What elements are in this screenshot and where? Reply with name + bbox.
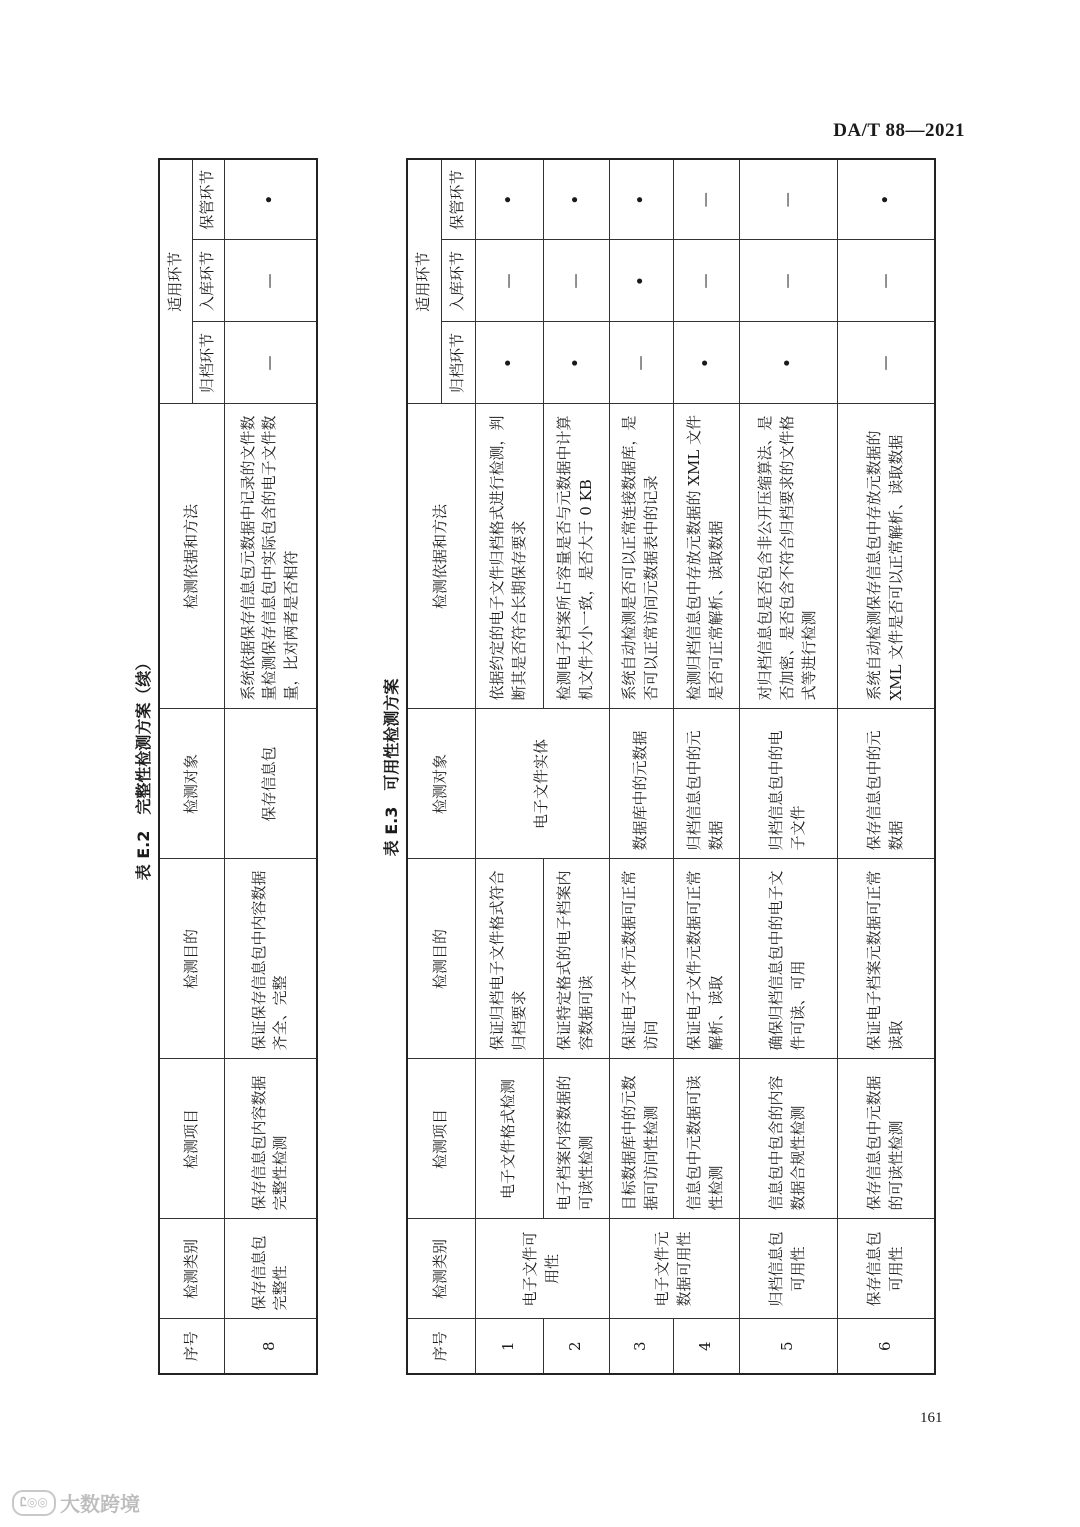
standard-code: DA/T 88—2021 (833, 120, 965, 141)
e3-object: 数据库中的元数据 (609, 709, 673, 859)
e2-header-archive: 归档环节 (192, 322, 224, 404)
e2-purpose: 保证保存信息包中内容数据齐全、完整 (224, 859, 317, 1059)
e3-header-item: 检测项目 (407, 1059, 475, 1219)
table-row (224, 159, 317, 1374)
table-e3 (406, 158, 936, 1375)
watermark (12, 1488, 140, 1517)
e3-archive-mark: — (837, 322, 935, 404)
table-row (739, 159, 837, 1374)
e3-object: 归档信息包中的电子文件 (739, 709, 837, 859)
e2-header-intake: 入库环节 (192, 240, 224, 322)
e3-intake-mark: • (609, 240, 673, 322)
e3-archive-mark: • (739, 322, 837, 404)
e3-header-purpose: 检测目的 (407, 859, 475, 1059)
e3-intake-mark: — (837, 240, 935, 322)
e2-method: 系统依据保存信息包元数据中记录的文件数量检测保存信息包中实际包含的电子文件数量，比对两者是否相符 (224, 404, 317, 709)
e3-preserve-mark: • (475, 159, 543, 240)
e3-archive-mark: — (609, 322, 673, 404)
table-e3-block (378, 160, 936, 1375)
e3-header-stages: 适用环节 (407, 159, 441, 404)
e3-intake-mark: — (475, 240, 543, 322)
page-number: 161 (920, 1410, 943, 1426)
e3-purpose: 保证归档电子文件格式符合归档要求 (475, 859, 543, 1059)
e3-header-category: 检测类别 (407, 1219, 475, 1319)
e3-purpose: 保证电子文件元数据可正常访问 (609, 859, 673, 1059)
e3-preserve-mark: — (673, 159, 739, 240)
table-e2-block (130, 160, 318, 1375)
e3-intake-mark: — (673, 240, 739, 322)
table-e2-caption: 表 E.2 完整性检测方案（续） (134, 654, 153, 881)
e3-method: 依据约定的电子文件归档格式进行检测，判断其是否符合长期保存要求 (475, 404, 543, 709)
e3-category: 电子文件元数据可用性 (609, 1219, 739, 1319)
e2-archive-mark: — (224, 322, 317, 404)
e3-header-archive: 归档环节 (441, 322, 475, 404)
e3-item: 电子档案内容数据的可读性检测 (543, 1059, 609, 1219)
e3-archive-mark: • (543, 322, 609, 404)
e3-archive-mark: • (673, 322, 739, 404)
table-e3-caption: 表 E.3 可用性检测方案 (382, 678, 401, 857)
e3-header-method: 检测依据和方法 (407, 404, 475, 709)
e2-header-purpose: 检测目的 (159, 859, 224, 1059)
e3-preserve-mark: • (543, 159, 609, 240)
e2-header-item: 检测项目 (159, 1059, 224, 1219)
e3-header-preserve: 保管环节 (441, 159, 475, 240)
e3-item: 电子文件格式检测 (475, 1059, 543, 1219)
e3-archive-mark: • (475, 322, 543, 404)
e3-purpose: 保证电子文件元数据可正常解析、读取 (673, 859, 739, 1059)
e3-intake-mark: — (739, 240, 837, 322)
e3-header-intake: 入库环节 (441, 240, 475, 322)
e3-seq: 4 (673, 1319, 739, 1374)
watermark-logo-icon: Ꮭ◎◎ (12, 1490, 56, 1516)
table-e2 (158, 158, 318, 1375)
e3-category: 归档信息包可用性 (739, 1219, 837, 1319)
table-row (475, 159, 543, 1374)
e3-item: 目标数据库中的元数据可访问性检测 (609, 1059, 673, 1219)
e3-category: 电子文件可用性 (475, 1219, 609, 1319)
e3-method: 系统自动检测保存信息包中存放元数据的 XML 文件是否可以正常解析、读取数据 (837, 404, 935, 709)
e2-item: 保存信息包内容数据完整性检测 (224, 1059, 317, 1219)
e3-object: 电子文件实体 (475, 709, 609, 859)
e2-object: 保存信息包 (224, 709, 317, 859)
e3-category: 保存信息包可用性 (837, 1219, 935, 1319)
e3-intake-mark: — (543, 240, 609, 322)
e3-item: 信息包中元数据可读性检测 (673, 1059, 739, 1219)
e3-object: 归档信息包中的元数据 (673, 709, 739, 859)
e3-purpose: 确保归档信息包中的电子文件可读、可用 (739, 859, 837, 1059)
e2-header-stages: 适用环节 (159, 159, 192, 404)
e2-category: 保存信息包完整性 (224, 1219, 317, 1319)
e3-header-seq: 序号 (407, 1319, 475, 1374)
e3-seq: 2 (543, 1319, 609, 1374)
e2-header-seq: 序号 (159, 1319, 224, 1374)
e2-header-preserve: 保管环节 (192, 159, 224, 240)
e3-item: 保存信息包中元数据的可读性检测 (837, 1059, 935, 1219)
e3-preserve-mark: • (609, 159, 673, 240)
e2-seq: 8 (224, 1319, 317, 1374)
table-row (837, 159, 935, 1374)
e2-preserve-mark: • (224, 159, 317, 240)
watermark-text: 大数跨境 (60, 1492, 140, 1516)
e3-method: 对归档信息包是否包含非公开压缩算法、是否加密、是否包含不符合归档要求的文件格式等进行检测 (739, 404, 837, 709)
e3-purpose: 保证电子档案元数据可正常读取 (837, 859, 935, 1059)
e3-purpose: 保证特定格式的电子档案内容数据可读 (543, 859, 609, 1059)
e3-method: 检测归档信息包中存放元数据的 XML 文件是否可正常解析、读取数据 (673, 404, 739, 709)
e3-seq: 6 (837, 1319, 935, 1374)
e2-header-object: 检测对象 (159, 709, 224, 859)
e3-object: 保存信息包中的元数据 (837, 709, 935, 859)
e2-header-category: 检测类别 (159, 1219, 224, 1319)
table-row (673, 159, 739, 1374)
e3-item: 信息包中包含的内容数据合规性检测 (739, 1059, 837, 1219)
e3-seq: 3 (609, 1319, 673, 1374)
table-row (609, 159, 673, 1374)
e3-preserve-mark: — (739, 159, 837, 240)
e3-method: 检测电子档案所占容量是否与元数据中计算机文件大小一致，是否大于 0 KB (543, 404, 609, 709)
e3-header-object: 检测对象 (407, 709, 475, 859)
e2-header-method: 检测依据和方法 (159, 404, 224, 709)
e3-method: 系统自动检测是否可以正常连接数据库，是否可以正常访问元数据表中的记录 (609, 404, 673, 709)
e3-preserve-mark: • (837, 159, 935, 240)
e3-seq: 1 (475, 1319, 543, 1374)
e2-intake-mark: — (224, 240, 317, 322)
e3-seq: 5 (739, 1319, 837, 1374)
